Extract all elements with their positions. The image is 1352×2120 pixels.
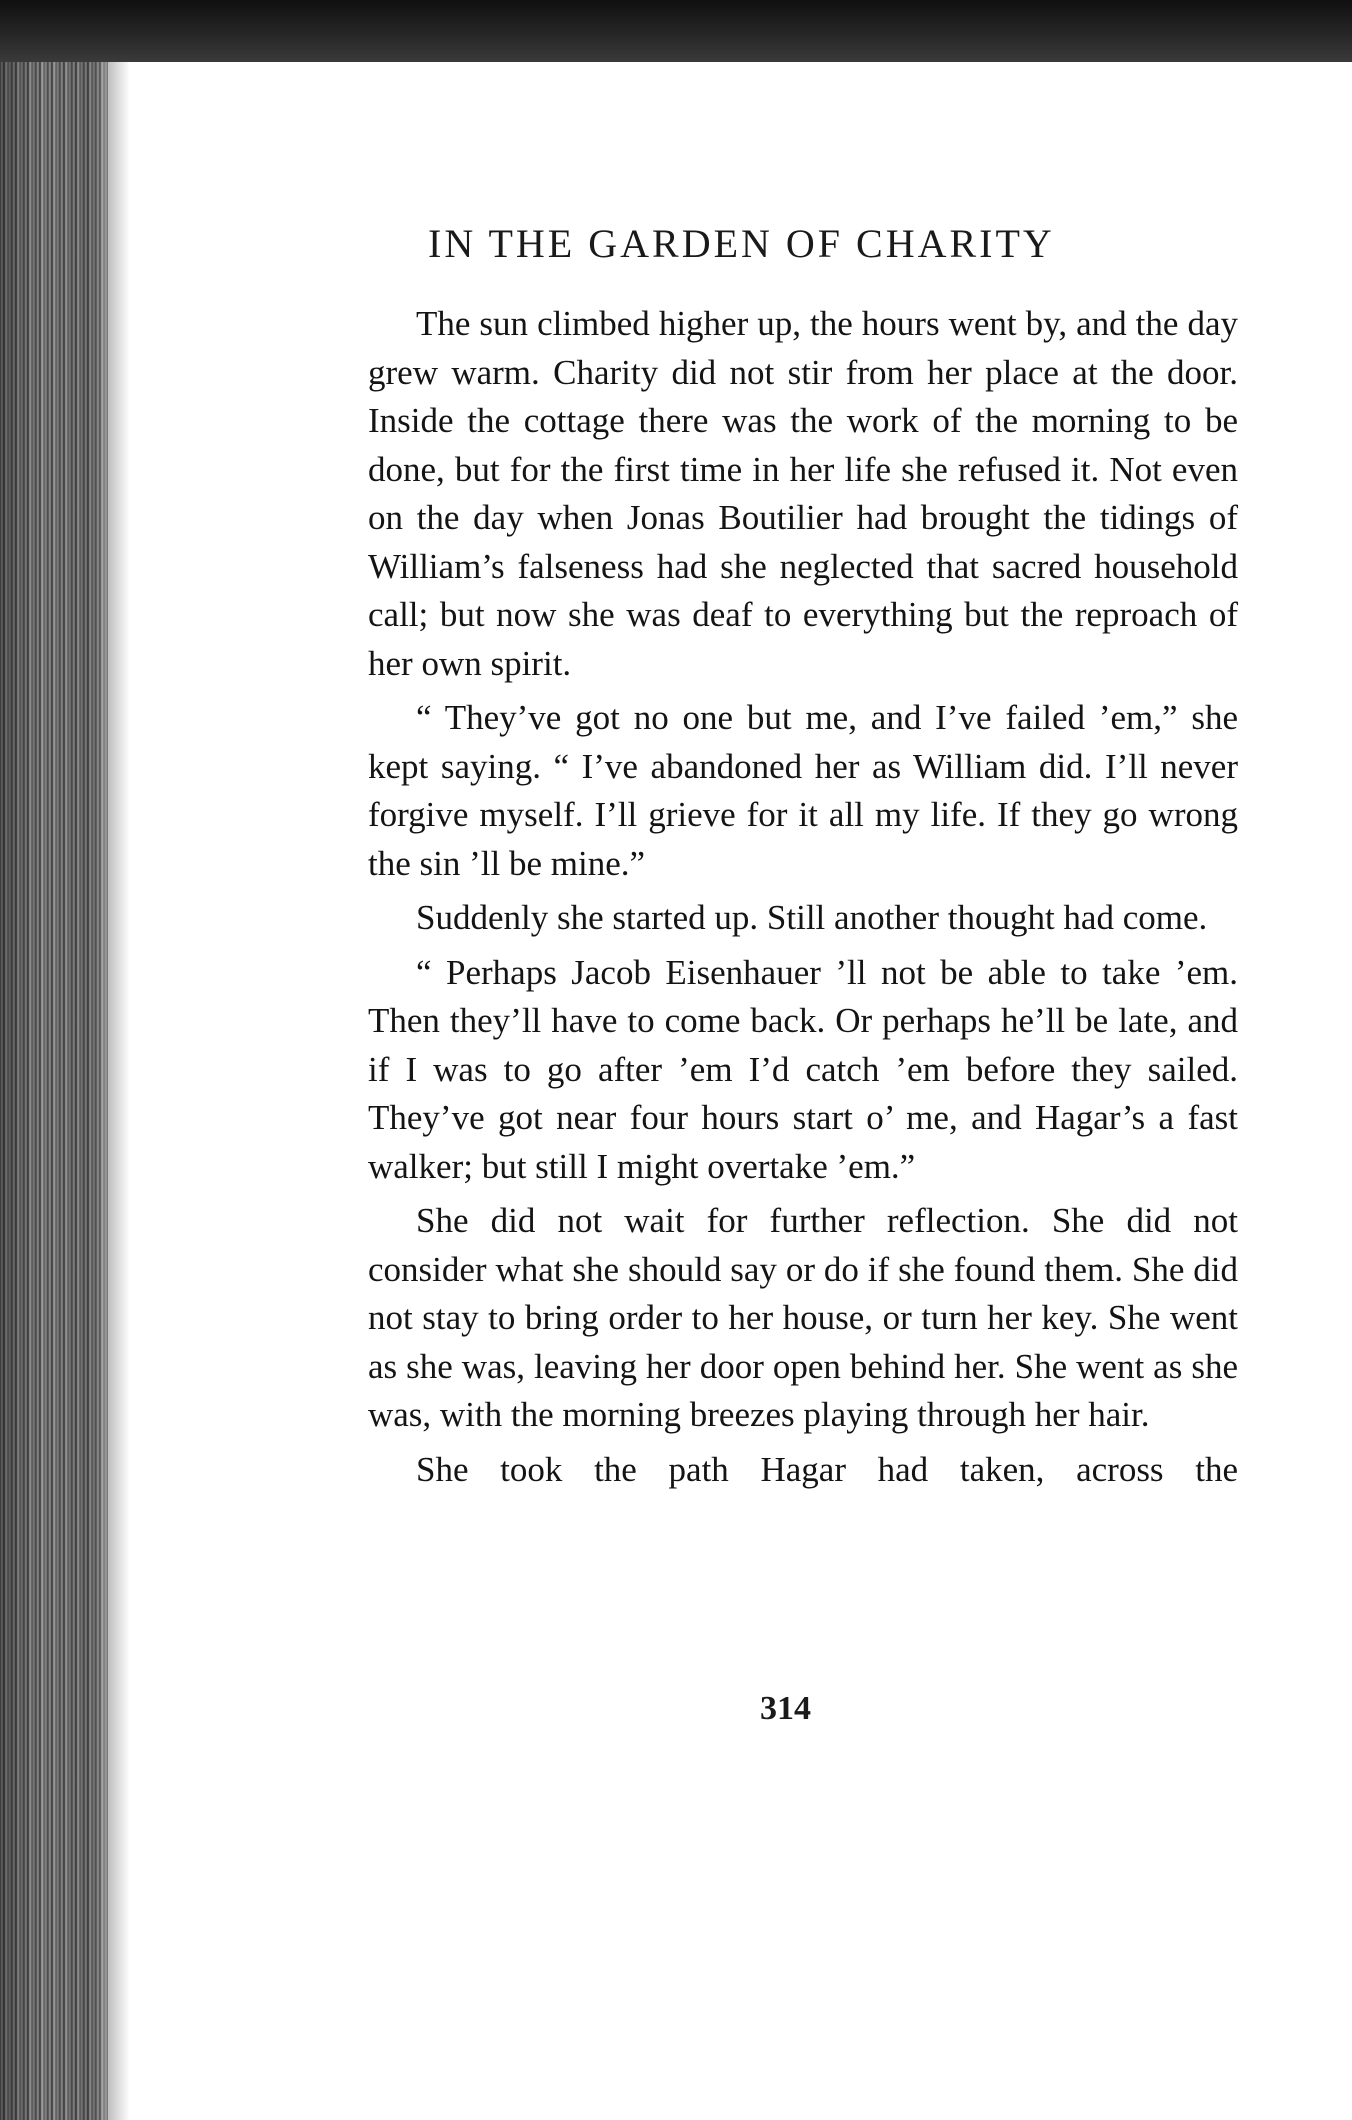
paragraph-2: “ They’ve got no one but me, and I’ve failed ’em,” she kept saying. “ I’ve abandoned her as William did. I’ll never forgive myself. I’ll grieve for it all my life. If they go wrong the sin ’ll be mine.” [368,698,1238,883]
gutter-shadow [108,62,130,2120]
page-number: 314 [760,1690,811,1727]
paragraph-1: The sun climbed higher up, the hours went by, and the day grew warm. Charity did not stir from her place at the door. Inside the cottage there was the work of the morning to be done, but for the first time in her life she refused it. Not even on the day when Jonas Boutilier had brought the tidings of William’s falseness had she neglected that sacred household call; but now she was deaf to everything but the reproach of her own spirit. [368,304,1238,683]
scan-top-border [0,0,1352,62]
body-text [368,300,1238,1500]
paragraph-6: She took the path Hagar had taken, across the [416,1449,1238,1489]
paragraph-5: She did not wait for further reflection. She did not consider what she should say or do if she found them. She did not stay to bring order to her house, or turn her key. She went as she was, leaving her door open behind her. She went as she was, with the morning breezes playing through her hair. [368,1201,1238,1434]
book-page-edges [0,62,108,2120]
paragraph-4: “ Perhaps Jacob Eisenhauer ’ll not be able to take ’em. Then they’ll have to come back. Or perhaps he’ll be late, and if I was to go after ’em I’d catch ’em before they sailed. They’ve got near four hours start o’ me, and Hagar’s a fast walker; but still I might overtake ’em.” [368,952,1238,1186]
running-head: IN THE GARDEN OF CHARITY [428,221,1055,266]
paragraph-3: Suddenly she started up. Still another thought had come. [416,898,1208,937]
